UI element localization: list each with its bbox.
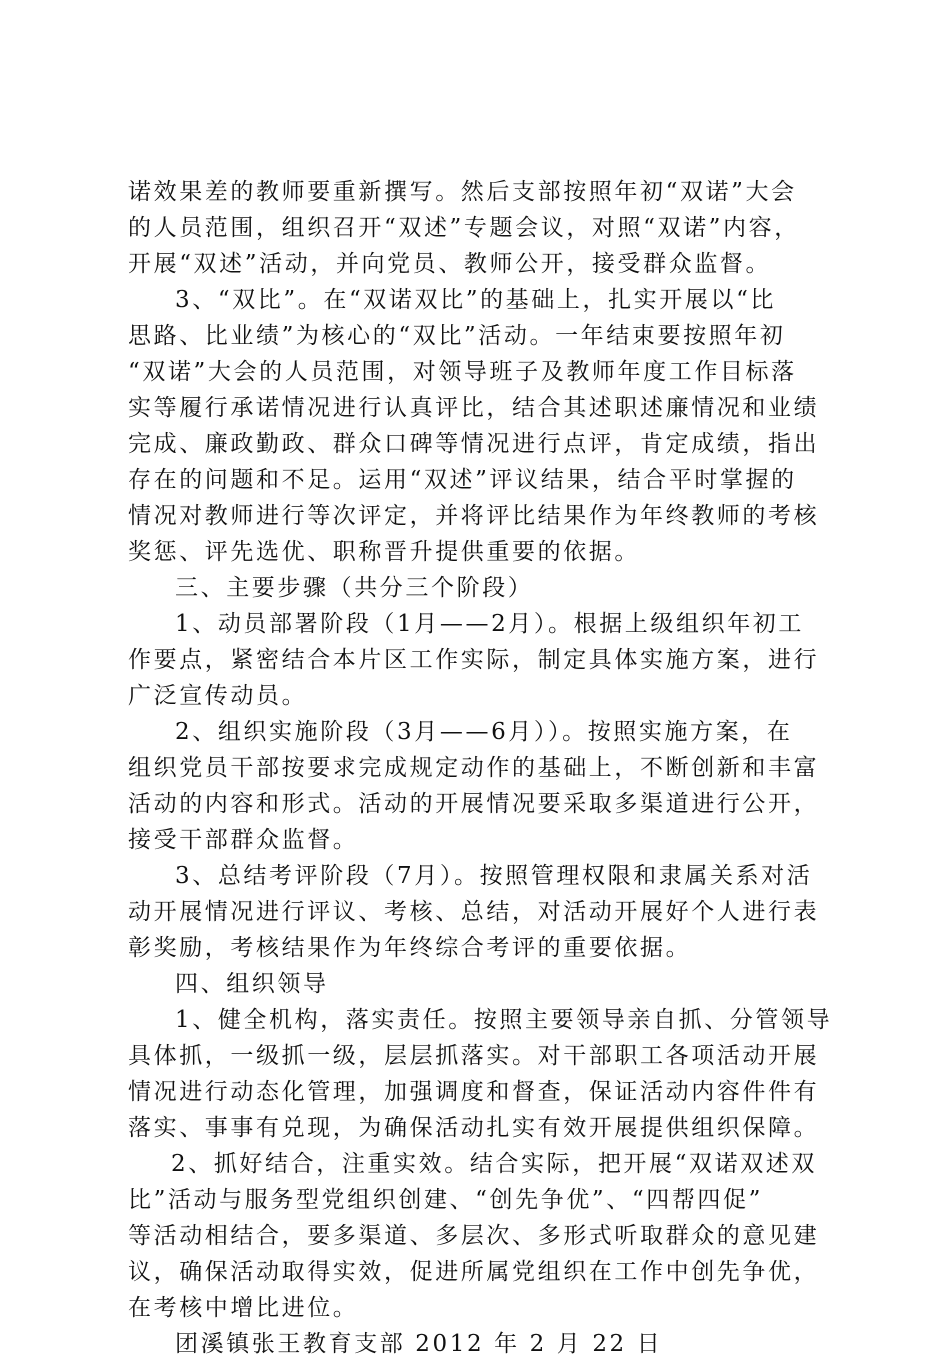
text-line: 诺效果差的教师要重新撰写。然后支部按照年初“双诺”大会 [128,179,797,205]
text-line: 实等履行承诺情况进行认真评比，结合其述职述廉情况和业绩 [128,395,820,421]
text-line: 的人员范围，组织召开“双述”专题会议，对照“双诺”内容， [128,215,800,241]
text-line: 落实、事事有兑现，为确保活动扎实有效开展提供组织保障。 [128,1115,820,1141]
text-line: 组织党员干部按要求完成规定动作的基础上，不断创新和丰富 [128,755,820,781]
text-line: 2、组织实施阶段（3月——6月））。按照实施方案，在 [175,719,793,745]
text-line: 活动的内容和形式。活动的开展情况要采取多渠道进行公开， [128,791,820,817]
text-line: 具体抓，一级抓一级，层层抓落实。对干部职工各项活动开展 [128,1043,820,1069]
text-line: 存在的问题和不足。运用“双述”评议结果，结合平时掌握的 [128,467,797,493]
text-line: 2、抓好结合，注重实效。结合实际，把开展“双诺双述双 [171,1151,817,1177]
section-heading: 三、主要步骤（共分三个阶段） [175,575,534,601]
text-line: 思路、比业绩”为核心的“双比”活动。一年结束要按照年初 [128,323,786,349]
text-line: 动开展情况进行评议、考核、总结，对活动开展好个人进行表 [128,899,820,925]
text-line: 情况进行动态化管理，加强调度和督查，保证活动内容件件有 [128,1079,820,1105]
section-heading: 四、组织领导 [175,971,329,997]
text-line: 比”活动与服务型党组织创建、“创先争优”、“四帮四促” [128,1187,763,1213]
text-line: 完成、廉政勤政、群众口碑等情况进行点评，肯定成绩，指出 [128,431,820,457]
document-body [128,174,832,1362]
text-line: 3、“双比”。在“双诺双比”的基础上，扎实开展以“比 [175,287,777,313]
text-line: “双诺”大会的人员范围，对领导班子及教师年度工作目标落 [128,359,797,385]
text-line: 等活动相结合，要多渠道、多层次、多形式听取群众的意见建 [128,1223,820,1249]
text-line: 议，确保活动取得实效，促进所属党组织在工作中创先争优， [128,1259,820,1285]
text-line: 奖惩、评先选优、职称晋升提供重要的依据。 [128,539,640,565]
text-line: 1、动员部署阶段（1月——2月）。根据上级组织年初工 [175,611,804,637]
text-line: 广泛宣传动员。 [128,683,308,709]
text-line: 接受干部群众监督。 [128,827,359,853]
text-line: 彰奖励，考核结果作为年终综合考评的重要依据。 [128,935,692,961]
text-line: 作要点，紧密结合本片区工作实际，制定具体实施方案，进行 [128,647,820,673]
text-line: 在考核中增比进位。 [128,1295,359,1321]
text-line: 1、健全机构，落实责任。按照主要领导亲自抓、分管领导 [175,1007,833,1033]
text-line: 开展“双述”活动，并向党员、教师公开，接受群众监督。 [128,251,772,277]
text-line: 情况对教师进行等次评定，并将评比结果作为年终教师的考核 [128,503,820,529]
text-line: 3、总结考评阶段（7月）。按照管理权限和隶属关系对活 [175,863,813,889]
signature-line: 团溪镇张王教育支部 2012 年 2 月 22 日 [175,1331,663,1357]
